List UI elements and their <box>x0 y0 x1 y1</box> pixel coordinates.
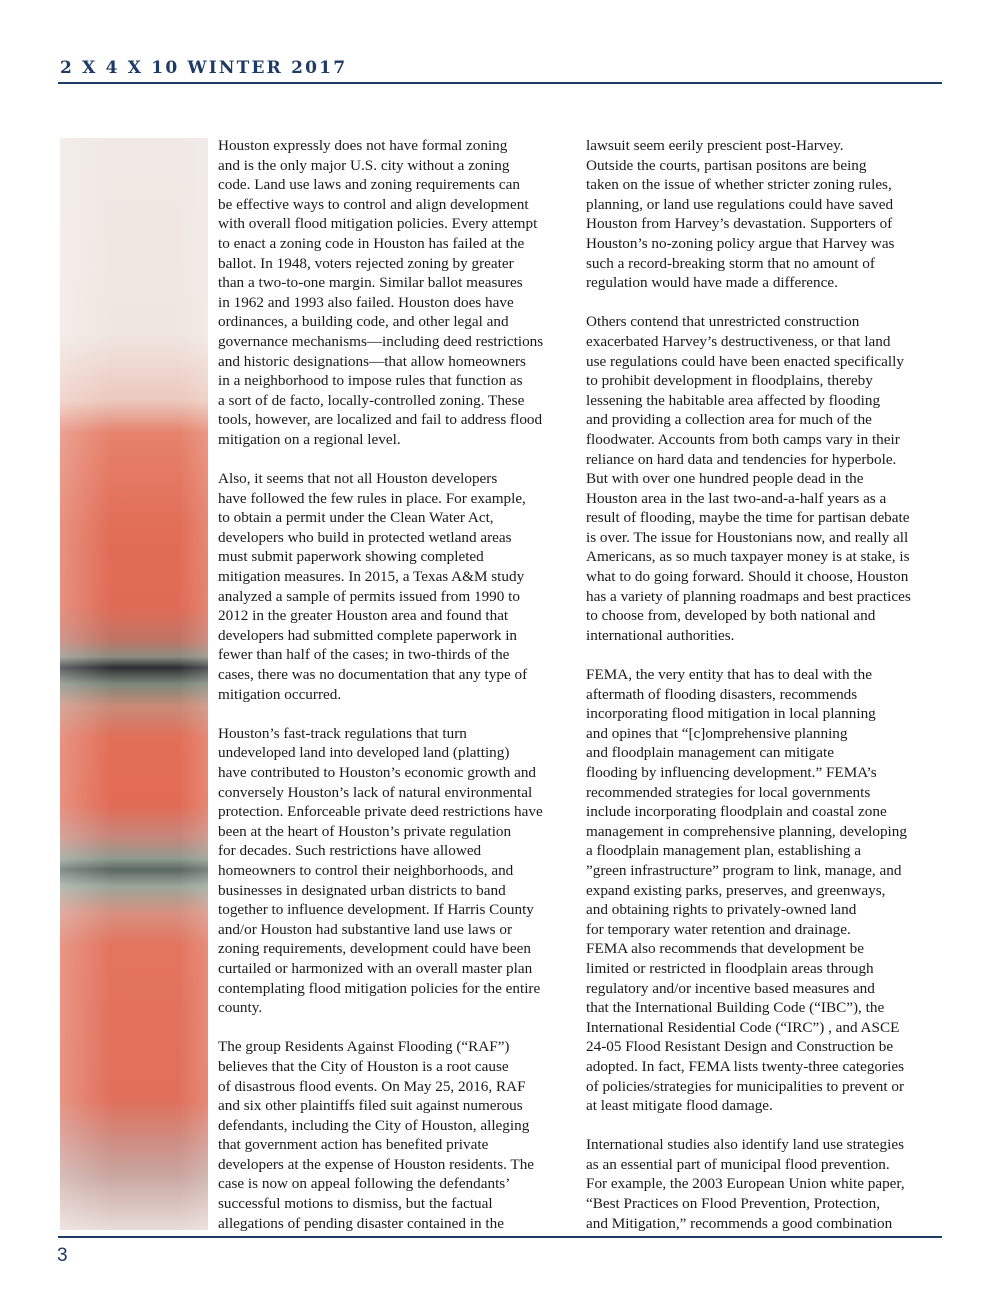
text-line: a sort of de facto, locally-controlled zoning. These <box>218 391 525 409</box>
text-line: International studies also identify land use strategies <box>586 1136 905 1154</box>
text-line: incorporating flood mitigation in local planning <box>586 705 876 723</box>
text-line: Houston from Harvey’s devastation. Supporters of <box>586 215 893 233</box>
text-line: believes that the City of Houston is a root cause <box>218 1057 509 1075</box>
text-line: include incorporating floodplain and coastal zone <box>586 803 887 821</box>
text-line: But with over one hundred people dead in the <box>586 470 864 488</box>
text-line: and historic designations—that allow homeowners <box>218 352 526 370</box>
header-rule <box>58 82 942 84</box>
text-line: conversely Houston’s lack of natural environmental <box>218 783 533 801</box>
text-line: recommended strategies for local governments <box>586 783 871 801</box>
text-line: to enact a zoning code in Houston has failed at the <box>218 234 525 252</box>
text-line: floodwater. Accounts from both camps vary in their <box>586 430 900 448</box>
text-line: “Best Practices on Flood Prevention, Protection, <box>586 1195 880 1213</box>
text-line: ”green infrastructure” program to link, manage, and <box>586 861 902 879</box>
text-line: a floodplain management plan, establishing a <box>586 842 861 860</box>
text-line: management in comprehensive planning, developing <box>586 822 907 840</box>
text-line: developers at the expense of Houston residents. The <box>218 1155 535 1173</box>
text-line: The group Residents Against Flooding (“RAF”) <box>218 1038 510 1056</box>
text-line: been at the heart of Houston’s private regulation <box>218 822 512 840</box>
text-line: to prohibit development in floodplains, thereby <box>586 372 873 390</box>
text-line: result of flooding, maybe the time for partisan debate <box>586 509 910 527</box>
text-line: reliance on hard data and tendencies for hyperbole. <box>586 450 897 468</box>
text-line: limited or restricted in floodplain areas through <box>586 959 874 977</box>
text-line: in a neighborhood to impose rules that function as <box>218 372 523 390</box>
text-line: expand existing parks, preserves, and greenways, <box>586 881 886 899</box>
text-line: fewer than half of the cases; in two-thirds of the <box>218 646 510 664</box>
text-line: protection. Enforceable private deed restrictions have <box>218 803 543 821</box>
text-line: undeveloped land into developed land (platting) <box>218 744 510 762</box>
text-line: exacerbated Harvey’s destructiveness, or that land <box>586 332 891 350</box>
masthead-title: 2 X 4 X 10 WINTER 2017 <box>60 58 348 78</box>
text-line: to choose from, developed by both national and <box>586 607 876 625</box>
article-column-right <box>586 136 946 1233</box>
text-line: such a record-breaking storm that no amount of <box>586 254 875 272</box>
text-line: for temporary water retention and drainage. <box>586 920 851 938</box>
text-line: allegations of pending disaster contained in the <box>218 1214 504 1232</box>
text-line: developers who build in protected wetland areas <box>218 528 512 546</box>
text-line: to obtain a permit under the Clean Water Act, <box>218 509 494 527</box>
text-line: regulatory and/or incentive based measures and <box>586 979 875 997</box>
text-line: use regulations could have been enacted specifically <box>586 352 904 370</box>
text-line: adopted. In fact, FEMA lists twenty-three categories <box>586 1057 905 1075</box>
text-line: mitigation measures. In 2015, a Texas A&M study <box>218 568 525 586</box>
text-line: that government action has benefited private <box>218 1136 489 1154</box>
text-line: as an essential part of municipal flood prevention. <box>586 1155 890 1173</box>
text-line: lessening the habitable area affected by flooding <box>586 391 881 409</box>
paragraph <box>586 312 946 645</box>
paragraph <box>218 136 578 450</box>
article-column-left <box>218 136 578 1233</box>
text-line: together to influence development. If Harris County <box>218 901 534 919</box>
text-line: and opines that “[c]omprehensive planning <box>586 724 848 742</box>
text-line: and/or Houston had substantive land use laws or <box>218 920 512 938</box>
text-line: planning, or land use regulations could have saved <box>586 195 894 213</box>
text-line: successful motions to dismiss, but the factual <box>218 1195 493 1213</box>
text-line: Americans, as so much taxpayer money is at stake, is <box>586 548 910 566</box>
text-line: lawsuit seem eerily prescient post-Harvey. <box>586 137 844 154</box>
text-line: than a two-to-one margin. Similar ballot measures <box>218 274 523 292</box>
text-line: county. <box>218 999 263 1017</box>
text-line: governance mechanisms—including deed restrictions <box>218 332 544 350</box>
text-line: taken on the issue of whether stricter zoning rules, <box>586 176 892 194</box>
text-line: aftermath of flooding disasters, recommends <box>586 685 858 703</box>
text-line: 24-05 Flood Resistant Design and Construction be <box>586 1038 894 1056</box>
paragraph <box>586 136 946 293</box>
text-line: Houston’s no-zoning policy argue that Harvey was <box>586 234 895 252</box>
text-line: and Mitigation,” recommends a good combination <box>586 1214 893 1232</box>
text-line: mitigation occurred. <box>218 685 342 703</box>
text-line: FEMA also recommends that development be <box>586 940 864 958</box>
text-line: and obtaining rights to privately-owned land <box>586 901 857 919</box>
text-line: Also, it seems that not all Houston developers <box>218 470 498 488</box>
text-line: with overall flood mitigation policies. Every attempt <box>218 215 538 233</box>
text-line: Houston area in the last two-and-a-half years as a <box>586 489 887 507</box>
text-line: International Residential Code (“IRC”) , and ASCE <box>586 1018 900 1036</box>
text-line: FEMA, the very entity that has to deal with the <box>586 666 872 684</box>
text-line: international authorities. <box>586 626 735 644</box>
text-line: at least mitigate flood damage. <box>586 1097 773 1115</box>
text-line: for decades. Such restrictions have allowed <box>218 842 482 860</box>
paragraph <box>218 1037 578 1233</box>
text-line: businesses in designated urban districts to band <box>218 881 506 899</box>
text-line: analyzed a sample of permits issued from 1990 to <box>218 587 520 605</box>
text-line: Others contend that unrestricted construction <box>586 313 860 331</box>
text-line: Houston’s fast-track regulations that turn <box>218 724 467 742</box>
text-line: Outside the courts, partisan positons are being <box>586 156 867 174</box>
text-line: Houston expressly does not have formal zoning <box>218 137 508 154</box>
text-line: case is now on appeal following the defendants’ <box>218 1175 511 1193</box>
text-line: zoning requirements, development could have been <box>218 940 531 958</box>
text-line: has a variety of planning roadmaps and best practices <box>586 587 911 605</box>
paragraph <box>218 724 578 1018</box>
text-line: have followed the few rules in place. For example, <box>218 489 526 507</box>
text-line: curtailed or harmonized with an overall master plan <box>218 959 533 977</box>
page-number: 3 <box>57 1245 68 1266</box>
text-line: homeowners to control their neighborhoods, and <box>218 861 514 879</box>
paragraph <box>586 1135 946 1233</box>
text-line: of disastrous flood events. On May 25, 2016, RAF <box>218 1077 526 1095</box>
text-line: regulation would have made a difference. <box>586 274 838 292</box>
text-line: code. Land use laws and zoning requirements can <box>218 176 520 194</box>
text-line: contemplating flood mitigation policies for the entire <box>218 979 541 997</box>
text-line: 2012 in the greater Houston area and found that <box>218 607 509 625</box>
text-line: what to do going forward. Should it choose, Houston <box>586 568 909 586</box>
text-line: For example, the 2003 European Union white paper, <box>586 1175 905 1193</box>
text-line: must submit paperwork showing completed <box>218 548 484 566</box>
text-line: ballot. In 1948, voters rejected zoning by greater <box>218 254 514 272</box>
text-line: and is the only major U.S. city without a zoning <box>218 156 510 174</box>
text-line: defendants, including the City of Houston, alleging <box>218 1116 530 1134</box>
text-line: flooding by influencing development.” FEMA’s <box>586 764 877 781</box>
paragraph <box>586 665 946 1116</box>
text-line: that the International Building Code (“IBC”), the <box>586 999 885 1017</box>
text-line: developers had submitted complete paperwork in <box>218 626 518 644</box>
text-line: is over. The issue for Houstonians now, and really all <box>586 528 909 546</box>
brick-stack-photo <box>60 138 208 1230</box>
text-line: in 1962 and 1993 also failed. Houston does have <box>218 293 514 311</box>
footer-rule <box>58 1236 942 1238</box>
text-line: and floodplain management can mitigate <box>586 744 834 762</box>
text-line: have contributed to Houston’s economic growth and <box>218 764 537 781</box>
text-line: mitigation on a regional level. <box>218 430 401 448</box>
text-line: be effective ways to control and align development <box>218 195 529 213</box>
text-line: of policies/strategies for municipalities to prevent or <box>586 1077 905 1095</box>
text-line: cases, there was no documentation that any type of <box>218 666 528 684</box>
text-line: and providing a collection area for much of the <box>586 411 872 429</box>
text-line: and six other plaintiffs filed suit against numerous <box>218 1097 523 1115</box>
paragraph <box>218 469 578 704</box>
text-line: tools, however, are localized and fail to address flood <box>218 411 543 429</box>
text-line: ordinances, a building code, and other legal and <box>218 313 509 331</box>
